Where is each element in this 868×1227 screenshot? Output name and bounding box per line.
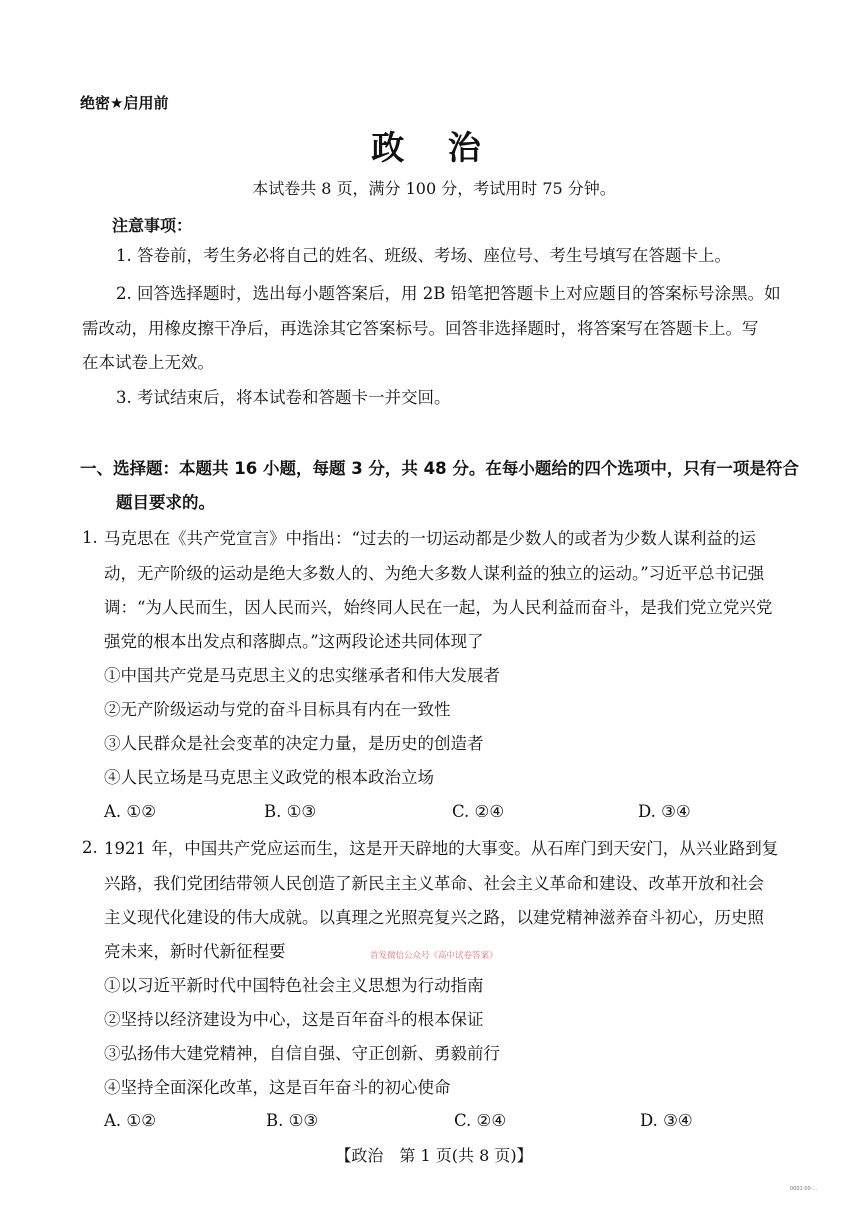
question-number: 1. <box>82 528 98 547</box>
statement-item: ①中国共产党是马克思主义的忠实继承者和伟大发展者 <box>104 666 500 685</box>
statement-item: ③弘扬伟大建党精神，自信自强、守正创新、勇毅前行 <box>104 1044 500 1063</box>
section-heading-cont: 题目要求的。 <box>116 493 215 512</box>
question-number: 2. <box>82 838 98 857</box>
question-stem-line: 1921 年，中国共产党应运而生，这是开天辟地的大事变。从石库门到天安门，从兴业路到复 <box>104 839 779 858</box>
question-stem-line: 马克思在《共产党宣言》中指出：“过去的一切运动都是少数人的或者为少数人谋利益的运 <box>104 529 756 548</box>
notice-line-3: 需改动，用橡皮擦干净后，再选涂其它答案标号。回答非选择题时，将答案写在答题卡上。写 <box>82 319 759 338</box>
notice-line-4: 在本试卷上无效。 <box>82 353 214 372</box>
option-a[interactable]: A. ①② <box>104 802 156 821</box>
section-heading: 一、选择题：本题共 16 小题，每题 3 分，共 48 分。在每小题给的四个选项中，只有一项是符合 <box>80 459 799 478</box>
page-title: 政 治 <box>371 128 497 167</box>
notice-line-1: 1. 答卷前，考生务必将自己的姓名、班级、考场、座位号、考生号填写在答题卡上。 <box>116 246 731 265</box>
notice-line-2: 2. 回答选择题时，选出每小题答案后，用 2B 铅笔把答题卡上对应题目的答案标号涂黑。如 <box>116 284 781 303</box>
question-stem-line: 主义现代化建设的伟大成就。以真理之光照亮复兴之路，以建党精神滋养奋斗初心，历史照 <box>104 908 764 927</box>
option-d[interactable]: D. ③④ <box>640 1111 693 1130</box>
corner-mark: 0001·00·... <box>790 1186 818 1192</box>
option-d[interactable]: D. ③④ <box>638 802 691 821</box>
question-stem-line: 亮未来，新时代新征程要 <box>104 942 286 961</box>
statement-item: ④人民立场是马克思主义政党的根本政治立场 <box>104 768 434 787</box>
notice-heading: 注意事项： <box>112 216 193 235</box>
option-c[interactable]: C. ②④ <box>454 1111 507 1130</box>
question-stem-line: 强党的根本出发点和落脚点。”这两段论述共同体现了 <box>104 632 484 651</box>
option-b[interactable]: B. ①③ <box>264 802 317 821</box>
exam-info: 本试卷共 8 页，满分 100 分，考试用时 75 分钟。 <box>252 179 616 198</box>
page-footer: 【政治 第 1 页(共 8 页)】 <box>335 1146 533 1165</box>
statement-item: ④坚持全面深化改革，这是百年奋斗的初心使命 <box>104 1078 451 1097</box>
option-b[interactable]: B. ①③ <box>266 1111 319 1130</box>
statement-item: ②坚持以经济建设为中心，这是百年奋斗的根本保证 <box>104 1010 484 1029</box>
question-stem-line: 动，无产阶级的运动是绝大多数人的、为绝大多数人谋利益的独立的运动。”习近平总书记强 <box>104 564 765 583</box>
confidential-label: 绝密★启用前 <box>80 94 169 112</box>
option-a[interactable]: A. ①② <box>104 1111 156 1130</box>
watermark-text: 首发微信公众号《高中试卷答案》 <box>370 951 498 961</box>
statement-item: ③人民群众是社会变革的决定力量，是历史的创造者 <box>104 734 484 753</box>
statement-item: ②无产阶级运动与党的奋斗目标具有内在一致性 <box>104 700 451 719</box>
question-stem-line: 调：“为人民而生，因人民而兴，始终同人民在一起，为人民利益而奋斗，是我们党立党兴党 <box>104 598 773 617</box>
question-stem-line: 兴路，我们党团结带领人民创造了新民主主义革命、社会主义革命和建设、改革开放和社会 <box>104 874 764 893</box>
option-c[interactable]: C. ②④ <box>452 802 505 821</box>
statement-item: ①以习近平新时代中国特色社会主义思想为行动指南 <box>104 976 484 995</box>
notice-line-5: 3. 考试结束后，将本试卷和答题卡一并交回。 <box>116 388 451 407</box>
